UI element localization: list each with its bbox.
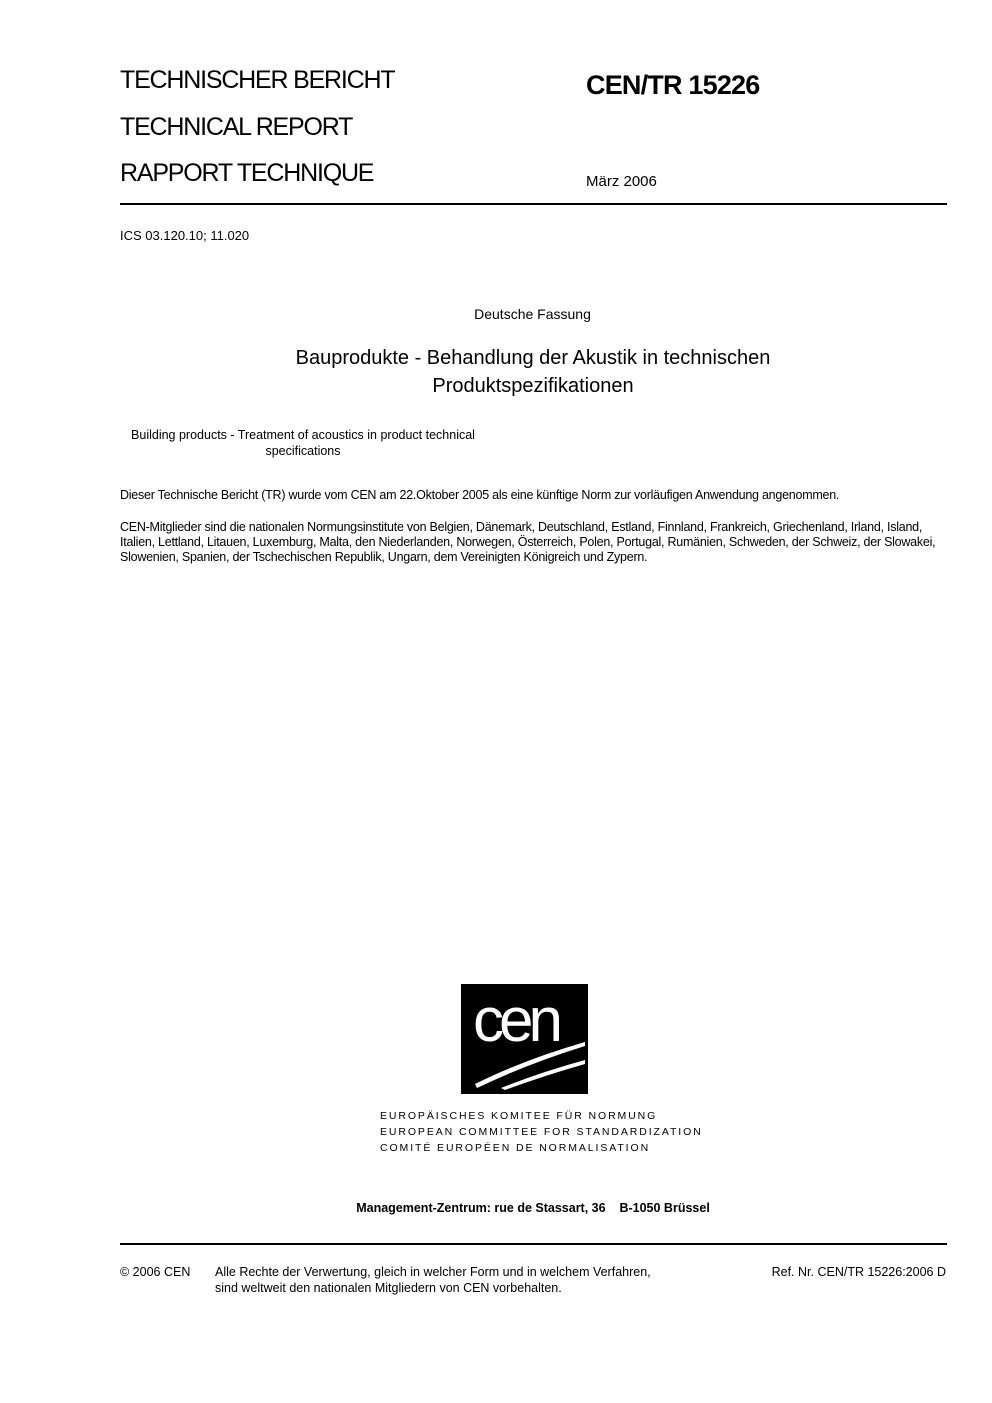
committee-name-german: EUROPÄISCHES KOMITEE FÜR NORMUNG <box>380 1110 658 1122</box>
document-title-english: Building products - Treatment of acoustics in product technical specifications <box>131 428 475 458</box>
rights-statement: Alle Rechte der Verwertung, gleich in welcher Form und in welchem Verfahren, sind weltweit den nationalen Mitgliedern von CEN vorbehalten. <box>215 1265 651 1295</box>
report-type-german: TECHNISCHER BERICHT <box>120 66 395 94</box>
management-centre-address: Management-Zentrum: rue de Stassart, 36 B-1050 Brüssel <box>356 1201 710 1215</box>
report-type-french: RAPPORT TECHNIQUE <box>120 159 374 187</box>
document-number: CEN/TR 15226 <box>586 70 760 100</box>
committee-name-english: EUROPEAN COMMITTEE FOR STANDARDIZATION <box>380 1126 703 1138</box>
report-type-english: TECHNICAL REPORT <box>120 113 353 141</box>
reference-number: Ref. Nr. CEN/TR 15226:2006 D <box>771 1265 946 1279</box>
cen-logo-text: cen <box>473 986 558 1055</box>
adoption-statement: Dieser Technische Bericht (TR) wurde vom CEN am 22.Oktober 2005 als eine künftige Norm zur vorläufigen Anwendung angenommen. <box>120 488 840 502</box>
footer-divider <box>120 1243 947 1245</box>
publication-date: März 2006 <box>586 173 657 190</box>
cen-logo <box>461 984 588 1094</box>
document-title-german: Bauprodukte - Behandlung der Akustik in technischen Produktspezifikationen <box>295 347 771 397</box>
copyright-notice: © 2006 CEN <box>120 1265 191 1279</box>
header-divider <box>120 203 947 205</box>
ics-classification: ICS 03.120.10; 11.020 <box>120 228 250 243</box>
language-version: Deutsche Fassung <box>474 306 591 322</box>
members-statement: CEN-Mitglieder sind die nationalen Normungsinstitute von Belgien, Dänemark, Deutschland, Estland, Finnland, Frankreich, Griechenland, Irland, Island, Italien, Lettland, Litauen, Luxemburg, Malta, den Niederlanden, Norwegen, Österreich, Polen, Portugal, Rumänien, Schweden, der Schweiz, der Slowakei, Slowenien, Spanien, der Tschechischen Republik, Ungarn, dem Vereinigten Königreich und Zypern. <box>120 520 936 564</box>
committee-name-block <box>380 1108 703 1156</box>
committee-name-french: COMITÉ EUROPÉEN DE NORMALISATION <box>380 1142 651 1154</box>
